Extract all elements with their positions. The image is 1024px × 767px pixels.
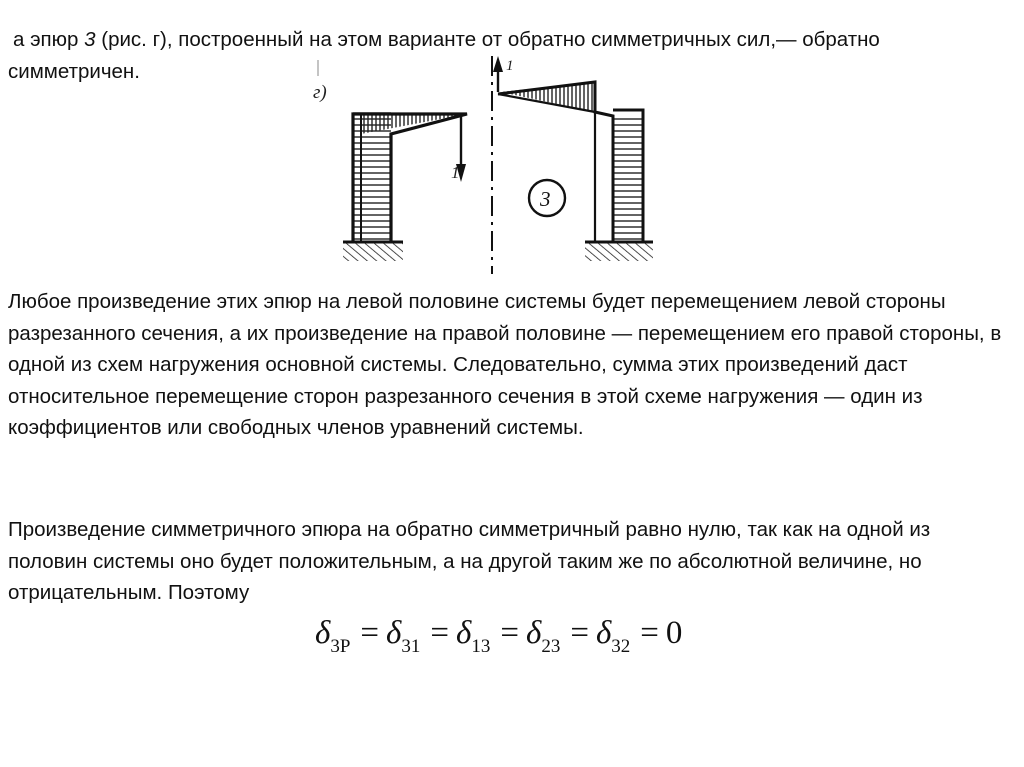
delta-subscript-31: 31 [401, 636, 421, 657]
diagram-number: 3 [540, 187, 551, 211]
delta-symbol: δ [315, 615, 331, 651]
panel-label: г) [313, 82, 327, 103]
intro-prefix: а эпюр [13, 28, 85, 51]
delta-symbol: δ [595, 615, 612, 651]
delta-subscript-23: 23 [541, 636, 561, 657]
delta-subscript-3p: 3P [330, 636, 351, 657]
intro-rest: (рис. г), построенный на этом варианте от обратно симметричных сил,— обратно симметричен. [8, 28, 880, 83]
left-support-hatch [343, 243, 403, 261]
equals-sign: = [640, 615, 659, 651]
delta-equation [315, 615, 735, 675]
conclusion-paragraph: Произведение симметричного эпюра на обратно симметричный равно нулю, так как на одной из половин системы оно будет положительным, а на другой таким же по абсолютной величине, но отрицательным. Поэтому [8, 518, 931, 604]
delta-subscript-32: 32 [611, 636, 631, 657]
equals-sign: = [500, 615, 519, 651]
frame-moment-diagram-figure [295, 52, 673, 278]
right-support-hatch [585, 243, 653, 261]
equals-sign: = [360, 615, 380, 651]
right-force-label: 1 [506, 58, 514, 74]
equals-sign: = [430, 615, 450, 651]
explanation-paragraph: Любое произведение этих эпюр на левой половине системы будет перемещением левой стороны разрезанного сечения, а их произведение на правой половине — перемещением его правой стороны, в одной из схем нагружения основной системы. Следовательно, сумма этих произведений даст относительное перемещение сторон разрезанного сечения в этой схеме нагружения — один из коэффициентов или свободных членов уравнений системы. [8, 290, 1002, 439]
diagram-number-ref: 3 [84, 28, 96, 51]
formula-result: 0 [665, 615, 683, 651]
left-force-label: 1 [451, 163, 460, 182]
right-column-moment-hatch [613, 114, 643, 242]
delta-symbol: δ [525, 615, 542, 651]
delta-symbol: δ [386, 615, 402, 651]
delta-subscript-13: 13 [471, 636, 491, 657]
equals-sign: = [570, 615, 589, 651]
delta-symbol: δ [456, 615, 472, 651]
